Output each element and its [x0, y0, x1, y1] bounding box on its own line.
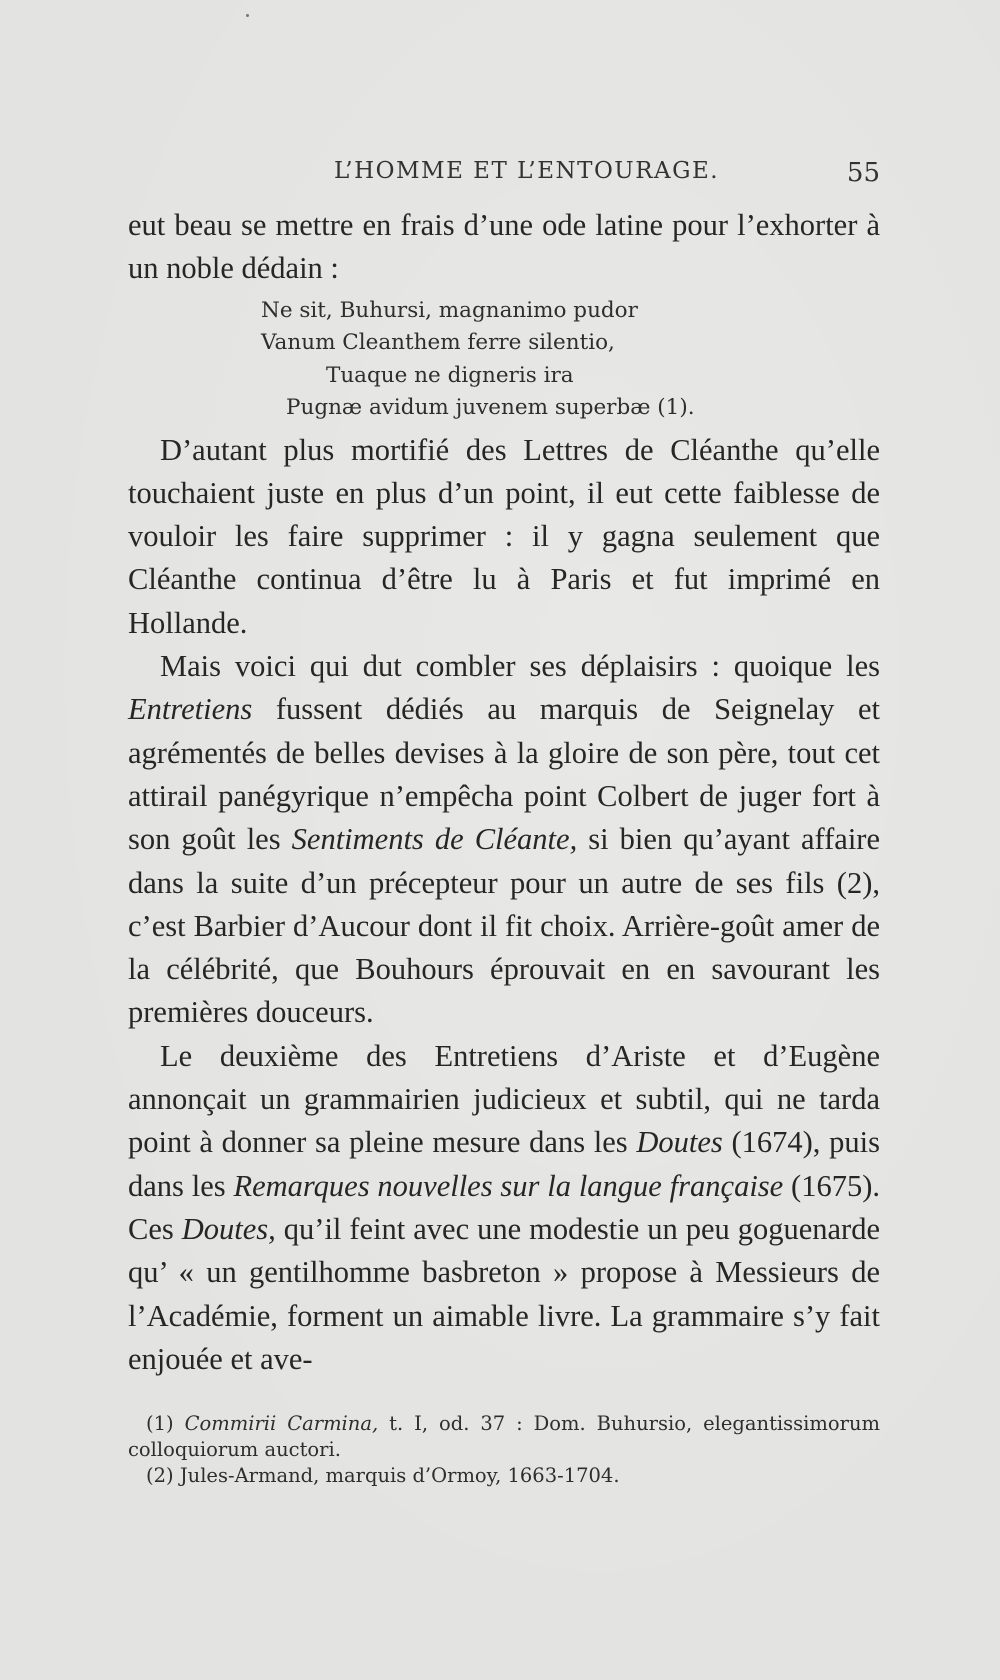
text-run: si bien qu’ayant affaire dans la suite d’un précepteur pour un autre de ses fils (2), c’est Barbier d’Aucour dont il fit choix. Arrière-goût amer de la célébrité, que Bouhours éprouvait en en savourant les premières douceurs.: [128, 822, 880, 1030]
text-run: qu’il feint avec une modestie un peu goguenarde qu’ « un gentilhomme basbreton » propose à Messieurs de l’Académie, forment un aimable livre. La grammaire s’y fait enjouée et ave-: [128, 1211, 881, 1376]
italic-title: Remarques nouvelles sur la langue française: [233, 1168, 784, 1203]
footnotes: [128, 1411, 880, 1489]
text-run: fussent dédiés au marquis de Seignelay et agrémentés de belles devises à la gloire de son père, tout cet attirail panégyrique n’empêcha point Colbert de juger fort à son goût les: [128, 692, 880, 857]
verse-line: Pugnæ avidum juvenem superbæ (1).: [286, 395, 695, 421]
text-run: (1674), puis dans les: [128, 1125, 880, 1203]
body-text: [128, 204, 880, 1381]
italic-title: Doutes,: [181, 1211, 276, 1246]
italic-title: Commirii Carmina,: [184, 1412, 379, 1435]
verse-line: Vanum Cleanthem ferre silentio,: [261, 330, 615, 356]
footnote-1: [128, 1411, 880, 1463]
text-run: (1675). Ces: [128, 1168, 880, 1246]
text-run: Le deuxième des Entretiens d’Ariste et d’Eugène annonçait un grammairien judicieux et subtil, qui ne tarda point à donner sa pleine mesure dans les: [128, 1038, 880, 1160]
footnote-2: (2) Jules-Armand, marquis d’Ormoy, 1663-1704.: [146, 1464, 620, 1487]
latin-verse: [128, 295, 880, 425]
running-head-title: L’HOMME ET L’ENTOURAGE.: [334, 158, 720, 184]
ink-speck: [246, 14, 249, 17]
text-run: Mais voici qui dut combler ses déplaisirs : quoique les: [160, 649, 880, 684]
page-number: 55: [846, 158, 880, 188]
text-run: t. I, od. 37 : Dom. Buhursio, elegantissimorum colloquiorum auctori.: [128, 1412, 880, 1461]
paragraph-2: D’autant plus mortifié des Lettres de Cléanthe qu’elle touchaient juste en plus d’un point, il eut cette faiblesse de vouloir les faire supprimer : il y gagna seulement que Cléanthe continua d’être lu à Paris et fut imprimé en Hollande.: [128, 432, 880, 640]
paragraph-4: [128, 1035, 880, 1381]
italic-title: Doutes: [636, 1125, 723, 1160]
paragraph-3: [128, 645, 880, 1035]
italic-title: Entretiens: [128, 692, 253, 727]
running-head: [128, 158, 880, 192]
italic-title: Sentiments de Cléante,: [291, 822, 578, 857]
verse-line: Tuaque ne digneris ira: [326, 362, 574, 388]
paragraph-1: eut beau se mettre en frais d’une ode latine pour l’exhorter à un noble dédain :: [128, 208, 880, 286]
footnote-marker: (1): [146, 1412, 185, 1435]
verse-line: Ne sit, Buhursi, magnanimo pudor: [261, 297, 638, 323]
